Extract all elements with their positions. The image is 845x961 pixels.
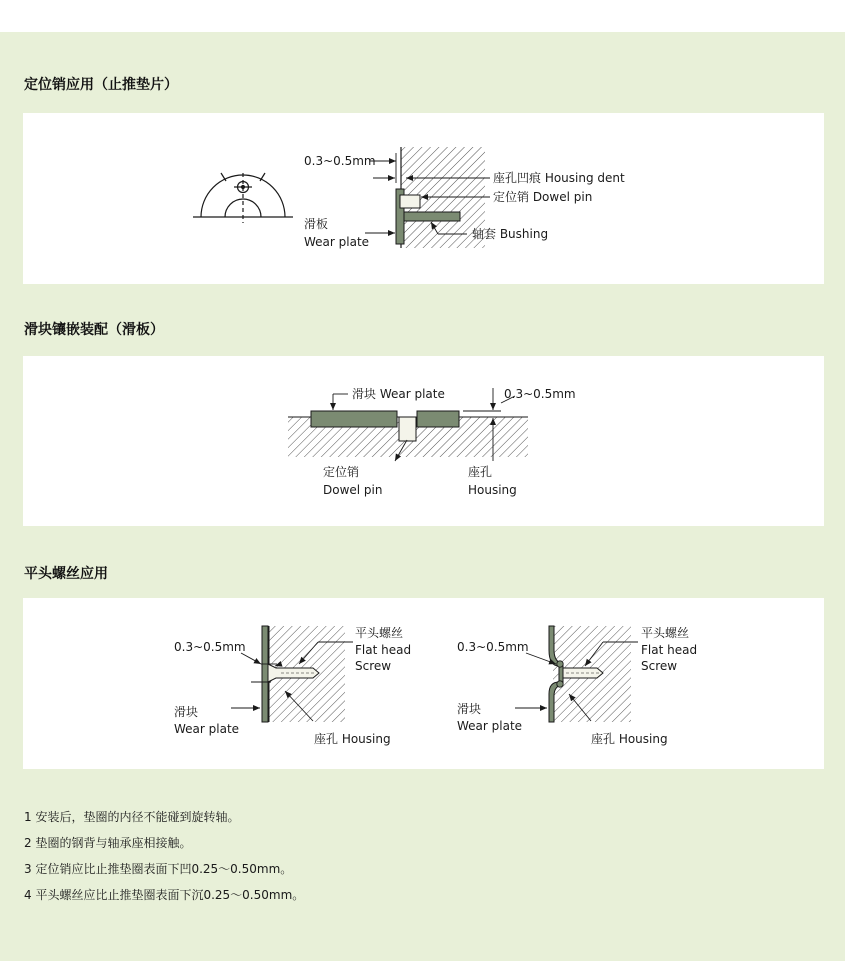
section-title-wear-plate-inlay: 滑块镶嵌装配（滑板） (24, 322, 164, 338)
label-housing-dent: 座孔凹痕 Housing dent (493, 171, 625, 185)
label-gap-right: 0.3~0.5mm (457, 640, 529, 654)
label-wear-plate-en: Wear plate (304, 235, 370, 249)
wear-plate-diagram (23, 356, 824, 526)
wear-plate-right (417, 411, 459, 427)
label-gap: 0.3~0.5mm (504, 387, 576, 401)
section-title-flat-head-screw: 平头螺丝应用 (24, 566, 108, 582)
label-screw-en1-right: Flat head (641, 643, 698, 657)
label-housing-left: 座孔 Housing (314, 732, 391, 746)
label-wear-plate-cn-left: 滑块 (174, 705, 199, 719)
label-wear-plate-cn-right: 滑块 (457, 702, 482, 716)
panel-wear-plate-diagram (23, 356, 824, 526)
label-housing-cn: 座孔 (468, 465, 493, 479)
notes-list (24, 804, 304, 908)
note-item: 2 垫圈的钢背与轴承座相接触。 (24, 836, 192, 850)
section-title-dowel-pin: 定位销应用（止推垫片） (24, 77, 178, 93)
label-gap-left: 0.3~0.5mm (174, 640, 246, 654)
dowel-pin (399, 417, 416, 441)
screw-figure-left (174, 625, 411, 746)
label-wear-plate-en-right: Wear plate (457, 719, 523, 733)
label-screw-cn-left: 平头螺丝 (355, 626, 404, 640)
note-item: 3 定位销应比止推垫圈表面下凹0.25～0.50mm。 (24, 862, 293, 876)
flat-head-screw-diagram (23, 598, 824, 769)
label-housing-right: 座孔 Housing (591, 732, 668, 746)
note-item: 1 安装后，垫圈的内径不能碰到旋转轴。 (24, 810, 240, 824)
label-screw-cn-right: 平头螺丝 (641, 626, 690, 640)
panel-dowel-pin-diagram (23, 113, 824, 284)
bushing (404, 212, 460, 221)
label-screw-en2-left: Screw (355, 659, 392, 673)
label-wear-plate-en-left: Wear plate (174, 722, 240, 736)
dowel-pin-diagram (23, 113, 824, 284)
screw-figure-right (457, 625, 697, 746)
label-dowel-pin-en: Dowel pin (323, 483, 383, 497)
label-screw-en2-right: Screw (641, 659, 678, 673)
wear-plate-left (262, 626, 268, 722)
label-dowel-pin: 定位销 Dowel pin (493, 190, 593, 204)
label-gap: 0.3~0.5mm (304, 154, 376, 168)
label-bushing: 轴套 Bushing (472, 227, 549, 241)
thrust-washer-front-view (193, 173, 293, 223)
dowel-pin (400, 195, 420, 208)
label-dowel-pin-cn: 定位销 (323, 465, 360, 479)
panel-flat-head-screw-diagram (23, 598, 824, 769)
label-screw-en1-left: Flat head (355, 643, 412, 657)
wear-plate-left (311, 411, 397, 427)
top-strip (0, 0, 845, 32)
label-housing-en: Housing (468, 483, 517, 497)
note-item: 4 平头螺丝应比止推垫圈表面下沉0.25～0.50mm。 (24, 888, 305, 902)
label-wear-plate: 滑块 Wear plate (352, 387, 445, 401)
label-wear-plate-cn: 滑板 (304, 217, 329, 231)
